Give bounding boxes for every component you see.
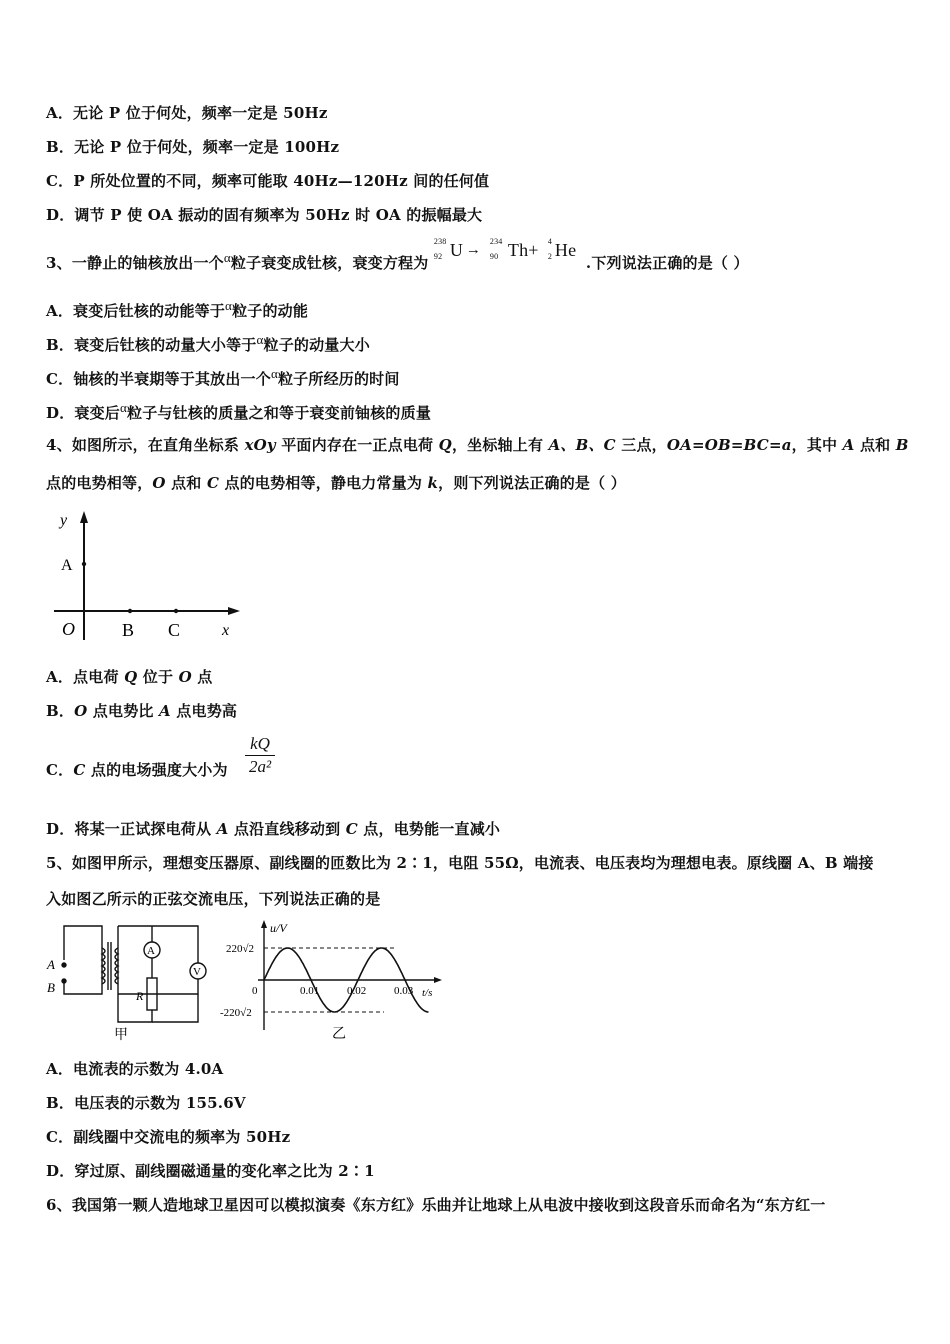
b-label: B — [122, 620, 135, 640]
text: 点的电场强度大小为 — [85, 761, 228, 779]
text: k — [427, 474, 439, 492]
q3-option-d — [46, 400, 431, 423]
terminal-b-label: B — [47, 980, 55, 995]
x-label: x — [222, 622, 230, 639]
q3-option-c-text1: C．铀核的半衰期等于其放出一个 — [46, 370, 271, 388]
point-c-dot — [174, 609, 178, 613]
text: 位于 — [137, 668, 179, 686]
text: A．点电荷 — [46, 668, 125, 686]
text: 点的电势相等，静电力常量为 — [219, 474, 428, 492]
th-atomic-number: 90 — [489, 252, 499, 261]
text: C — [345, 820, 358, 838]
he-atomic-number: 2 — [547, 252, 553, 261]
q4-option-d — [46, 818, 500, 839]
thorium-symbol: Th+ — [507, 240, 539, 260]
q5-option-d: D．穿过原、副线圈磁通量的变化率之比为 2∶1 — [46, 1162, 375, 1180]
fraction-numerator: kQ — [250, 734, 270, 753]
q3-stem — [46, 237, 749, 273]
text: C． — [46, 761, 74, 779]
alpha-symbol: α — [270, 366, 278, 381]
text: A、B、C — [548, 436, 616, 454]
arrow-symbol: → — [465, 242, 482, 258]
q2-option-c: C．P 所处位置的不同，频率可能取 40Hz—120Hz 间的任何值 — [46, 172, 490, 190]
text: 点电势高 — [170, 702, 238, 720]
q2-option-b: B．无论 P 位于何处，频率一定是 100Hz — [46, 138, 340, 156]
text: 4、如图所示，在直角坐标系 — [46, 436, 245, 454]
u-axis-arrow-icon — [261, 920, 267, 928]
resistor-label: R — [136, 989, 144, 1003]
alpha-symbol: α — [256, 332, 264, 347]
text: 平面内存在一正点电荷 — [275, 436, 439, 454]
alpha-symbol: α — [223, 250, 231, 265]
text: ，坐标轴上有 — [451, 436, 549, 454]
q4-option-a — [46, 666, 213, 687]
text: C — [73, 761, 86, 779]
u-atomic-number: 92 — [433, 252, 443, 261]
q3-stem-part1: 3、一静止的铀核放出一个 — [46, 254, 224, 272]
text: 点的电势相等， — [46, 474, 153, 492]
figure-jia-label: 甲 — [114, 1028, 128, 1043]
text: 点电势比 — [87, 702, 160, 720]
terminal-a-label: A — [47, 957, 55, 972]
u-axis-label: u/V — [270, 921, 287, 935]
text: Q — [438, 436, 452, 454]
x-axis-arrow-icon — [228, 607, 240, 615]
q5-figures — [44, 918, 444, 1044]
q3-option-a-text1: A．衰变后钍核的动能等于 — [46, 302, 226, 320]
decay-equation — [433, 237, 586, 270]
text: C — [206, 474, 220, 492]
q3-option-d-text2: 粒子与钍核的质量之和等于衰变前铀核的质量 — [127, 404, 432, 422]
he-mass-number: 4 — [547, 237, 553, 246]
q3-stem-part2: 粒子衰变成钍核，衰变方程为 — [230, 254, 429, 272]
a-label: A — [61, 557, 73, 574]
text: A — [159, 702, 171, 720]
q4-stem-line2 — [46, 472, 626, 493]
alpha-symbol: α — [120, 400, 128, 415]
text: Q — [124, 668, 138, 686]
u-mass-number: 238 — [433, 237, 447, 246]
t-axis-arrow-icon — [434, 977, 442, 983]
q5-option-c: C．副线圈中交流电的频率为 50Hz — [46, 1128, 291, 1146]
fraction-bar — [245, 755, 275, 756]
text: ，则下列说法正确的是（ ） — [438, 474, 626, 492]
q5-stem-line2: 入如图乙所示的正弦交流电压，下列说法正确的是 — [46, 890, 381, 908]
q6-stem-line1: 6、我国第一颗人造地球卫星因可以模拟演奏《东方红》乐曲并让地球上从电波中接收到这段音乐而命名为“东方红一 — [46, 1196, 826, 1214]
q4-coordinate-figure — [48, 505, 253, 650]
q3-option-b-text1: B．衰变后钍核的动量大小等于 — [46, 336, 257, 354]
y-axis-arrow-icon — [80, 511, 88, 523]
t-tick-3: 0.03 — [394, 985, 414, 997]
q4-option-b — [46, 700, 237, 721]
primary-coil — [102, 948, 105, 984]
text: O — [178, 668, 192, 686]
text: B． — [46, 702, 75, 720]
t-tick-1: 0.01 — [300, 985, 320, 997]
q2-option-a: A．无论 P 位于何处，频率一定是 50Hz — [46, 104, 328, 122]
y-label: y — [60, 512, 68, 529]
t-tick-2: 0.02 — [347, 985, 367, 997]
q3-stem-part3: .下列说法正确的是（ ） — [585, 254, 749, 272]
field-strength-fraction — [245, 734, 275, 777]
text: 点沿直线移动到 — [228, 820, 346, 838]
q3-option-b-text2: 粒子的动量大小 — [263, 336, 370, 354]
text: A — [842, 436, 855, 454]
helium-symbol: He — [554, 240, 577, 260]
terminal-b — [62, 979, 66, 983]
text: 点和 — [854, 436, 896, 454]
text: ，其中 — [791, 436, 843, 454]
q3-option-d-text1: D．衰变后 — [46, 404, 121, 422]
origin-label: 0 — [252, 985, 258, 997]
text: B — [895, 436, 909, 454]
q5-option-b: B．电压表的示数为 155.6V — [46, 1094, 246, 1112]
c-label: C — [168, 620, 181, 640]
th-mass-number: 234 — [489, 237, 503, 246]
text: 三点， — [615, 436, 667, 454]
q3-option-a — [46, 298, 308, 321]
y-top-label: 220√2 — [226, 943, 255, 955]
q5-option-a: A．电流表的示数为 4.0A — [46, 1060, 224, 1078]
q3-option-b — [46, 332, 370, 355]
voltmeter-label: V — [193, 966, 201, 978]
text: O — [152, 474, 166, 492]
q4-option-c — [46, 759, 228, 780]
voltage-graph — [258, 924, 438, 1030]
q3-option-c-text2: 粒子所经历的时间 — [277, 370, 400, 388]
text: xOy — [244, 436, 276, 454]
text: D．将某一正试探电荷从 — [46, 820, 217, 838]
q3-option-c — [46, 366, 400, 389]
q2-option-d: D．调节 P 使 OA 振动的固有频率为 50Hz 时 OA 的振幅最大 — [46, 206, 483, 224]
terminal-a — [62, 963, 66, 967]
q3-option-a-text2: 粒子的动能 — [232, 302, 309, 320]
figure-yi-label: 乙 — [332, 1027, 346, 1042]
y-bottom-label: -220√2 — [220, 1007, 252, 1019]
o-label: O — [62, 619, 75, 639]
ammeter-label: A — [147, 945, 155, 957]
t-axis-label: t/s — [422, 987, 433, 999]
text: O — [74, 702, 88, 720]
alpha-symbol: α — [225, 298, 233, 313]
q5-stem-line1: 5、如图甲所示，理想变压器原、副线圈的匝数比为 2∶1，电阻 55Ω，电流表、电压表均为理想电表。原线圈 A、B 端接 — [46, 854, 874, 872]
uranium-symbol: U — [449, 240, 464, 260]
fraction-denominator: 2a² — [248, 757, 272, 776]
text: 点 — [191, 668, 213, 686]
text: 点，电势能一直减小 — [357, 820, 501, 838]
q4-stem-line1 — [46, 434, 909, 455]
text: OA=OB=BC=a — [666, 436, 792, 454]
text: 点和 — [165, 474, 207, 492]
point-b-dot — [128, 609, 132, 613]
text: A — [216, 820, 229, 838]
point-a-dot — [82, 562, 86, 566]
transformer-circuit — [62, 926, 206, 1022]
